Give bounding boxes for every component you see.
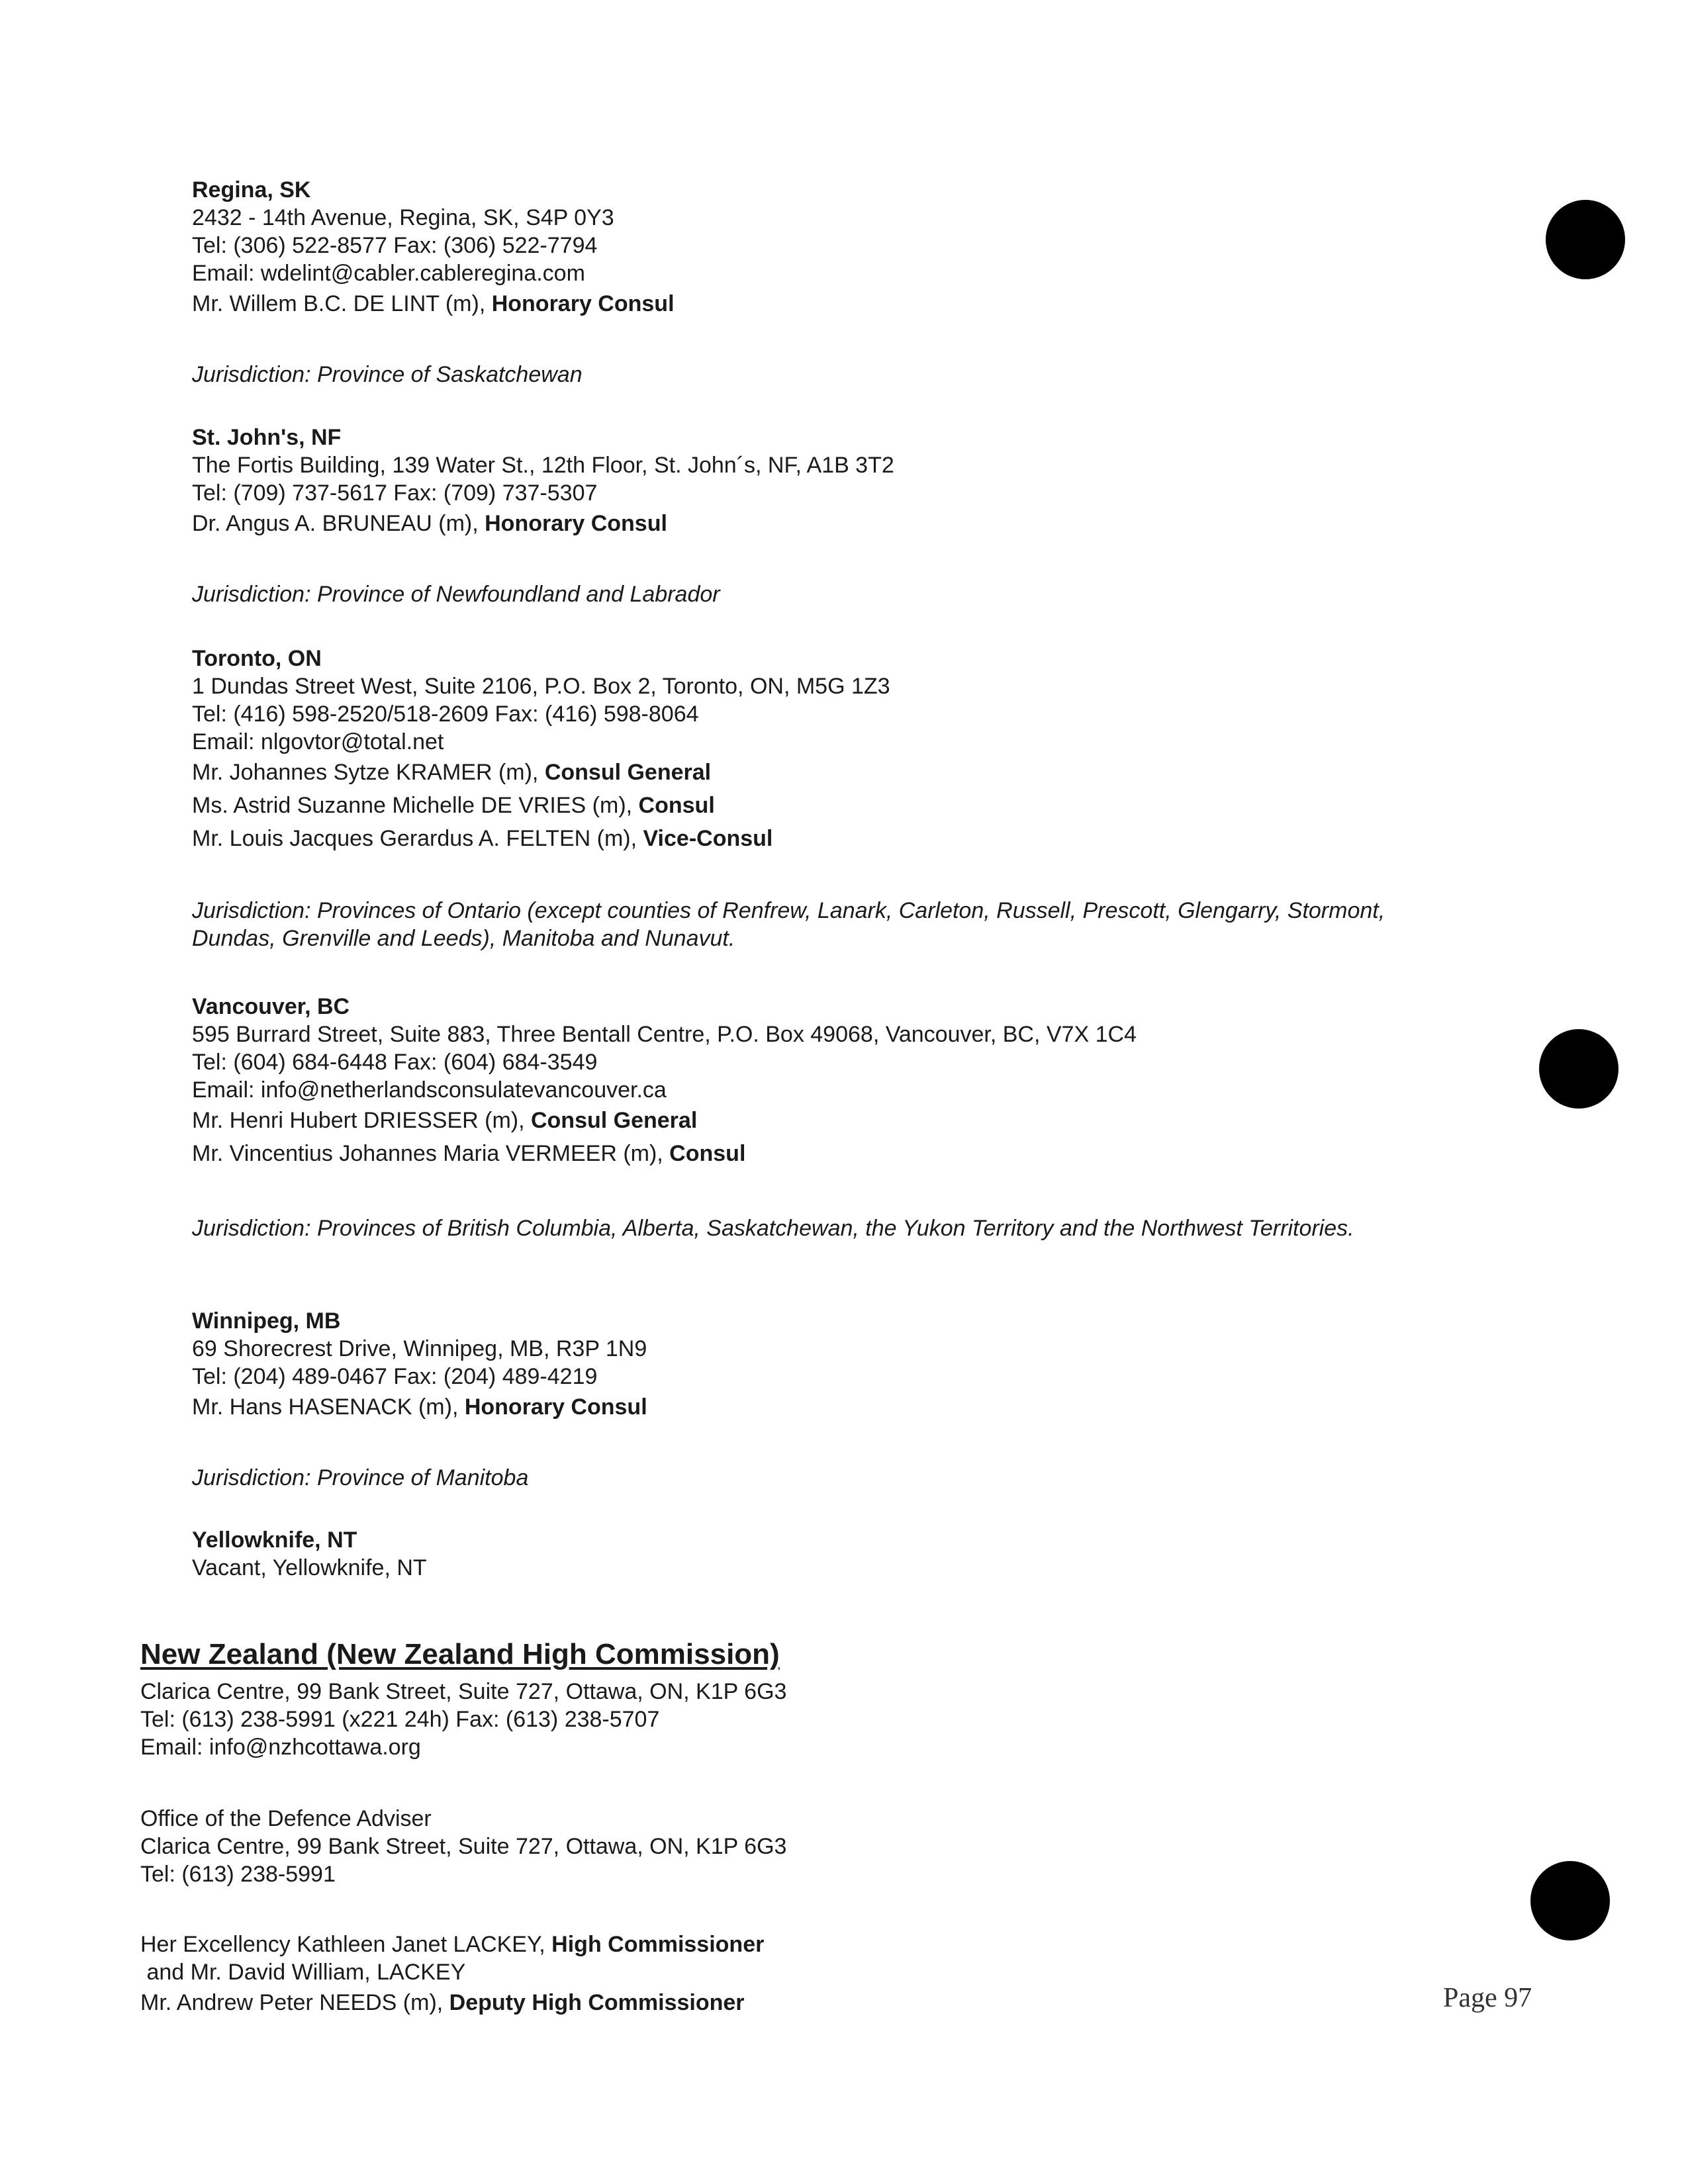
spouse-line: and Mr. David William, LACKEY [140, 1960, 466, 1985]
phone-line: Tel: (604) 684-6448 Fax: (604) 684-3549 [192, 1050, 598, 1075]
phone-line: Tel: (613) 238-5991 [140, 1862, 336, 1887]
binder-hole [1539, 1029, 1618, 1109]
consulate-yellowknife [192, 1526, 427, 1582]
person-line [192, 789, 890, 822]
person-name: Her Excellency Kathleen Janet LACKEY, [140, 1932, 552, 1957]
email-line: Email: info@netherlandsconsulatevancouver.ca [192, 1077, 667, 1103]
person-name: Mr. Henri Hubert DRIESSER (m), [192, 1108, 531, 1133]
city-heading: Yellowknife, NT [192, 1527, 357, 1553]
person-line [140, 1986, 764, 2019]
phone-line: Tel: (709) 737-5617 Fax: (709) 737-5307 [192, 480, 598, 506]
person-line [192, 1137, 1137, 1170]
binder-hole [1530, 1861, 1610, 1940]
city-heading: St. John's, NF [192, 425, 342, 450]
phone-line: Tel: (204) 489-0467 Fax: (204) 489-4219 [192, 1364, 598, 1389]
person-name: Mr. Willem B.C. DE LINT (m), [192, 291, 492, 316]
person-line [192, 756, 890, 789]
person-role: Deputy High Commissioner [449, 1990, 745, 2015]
person-line [140, 1931, 764, 1958]
email-line: Email: wdelint@cabler.cableregina.com [192, 261, 585, 286]
jurisdiction-winnipeg: Jurisdiction: Province of Manitoba [192, 1465, 529, 1490]
phone-line: Tel: (416) 598-2520/518-2609 Fax: (416) 598-8064 [192, 702, 699, 727]
person-role: Honorary Consul [491, 291, 675, 316]
address-line: Clarica Centre, 99 Bank Street, Suite 727, Ottawa, ON, K1P 6G3 [140, 1834, 787, 1859]
person-name: Mr. Andrew Peter NEEDS (m), [140, 1990, 449, 2015]
person-role: Consul [638, 793, 715, 818]
city-heading: Toronto, ON [192, 646, 322, 671]
person-role: Consul General [530, 1108, 698, 1133]
person-name: Dr. Angus A. BRUNEAU (m), [192, 511, 485, 536]
consulate-winnipeg [192, 1307, 647, 1424]
person-line [192, 507, 894, 540]
jurisdiction-line: Jurisdiction: Provinces of Ontario (except counties of Renfrew, Lanark, Carleton, Russell, Prescott, Glengarry, Stormont, [192, 898, 1385, 923]
address-line: 595 Burrard Street, Suite 883, Three Bentall Centre, P.O. Box 49068, Vancouver, BC, V7X 1C4 [192, 1022, 1137, 1047]
office-title: Office of the Defence Adviser [140, 1806, 432, 1831]
jurisdiction-regina: Jurisdiction: Province of Saskatchewan [192, 362, 583, 387]
address-line: Vacant, Yellowknife, NT [192, 1555, 427, 1580]
person-role: Honorary Consul [485, 511, 667, 536]
city-heading: Winnipeg, MB [192, 1308, 341, 1334]
city-heading: Regina, SK [192, 177, 311, 203]
person-line [192, 287, 675, 320]
consulate-st-johns [192, 424, 894, 540]
new-zealand-contact [140, 1678, 786, 1761]
person-role: High Commissioner [551, 1932, 765, 1957]
consulate-vancouver [192, 993, 1137, 1170]
jurisdiction-vancouver: Jurisdiction: Provinces of British Columbia, Alberta, Saskatchewan, the Yukon Territory and the Northwest Territories. [192, 1216, 1354, 1241]
person-line [192, 1390, 647, 1424]
person-name: Mr. Hans HASENACK (m), [192, 1394, 465, 1420]
jurisdiction-line: Dundas, Grenville and Leeds), Manitoba and Nunavut. [192, 926, 735, 951]
address-line: 1 Dundas Street West, Suite 2106, P.O. Box 2, Toronto, ON, M5G 1Z3 [192, 674, 890, 699]
person-line [192, 822, 890, 855]
binder-hole [1546, 200, 1625, 279]
person-role: Vice-Consul [643, 826, 773, 851]
person-role: Honorary Consul [464, 1394, 647, 1420]
email-line: Email: nlgovtor@total.net [192, 729, 444, 754]
jurisdiction-st-johns: Jurisdiction: Province of Newfoundland and Labrador [192, 582, 720, 607]
person-name: Mr. Louis Jacques Gerardus A. FELTEN (m), [192, 826, 643, 851]
country-heading: New Zealand (New Zealand High Commission) [140, 1638, 780, 1670]
person-name: Mr. Johannes Sytze KRAMER (m), [192, 760, 545, 785]
phone-line: Tel: (613) 238-5991 (x221 24h) Fax: (613) 238-5707 [140, 1707, 660, 1732]
address-line: 2432 - 14th Avenue, Regina, SK, S4P 0Y3 [192, 205, 614, 230]
new-zealand-staff [140, 1931, 764, 2019]
person-name: Mr. Vincentius Johannes Maria VERMEER (m), [192, 1141, 670, 1166]
address-line: 69 Shorecrest Drive, Winnipeg, MB, R3P 1N9 [192, 1336, 647, 1361]
person-role: Consul General [544, 760, 712, 785]
email-line: Email: info@nzhcottawa.org [140, 1735, 421, 1760]
defence-office [140, 1805, 786, 1888]
jurisdiction-toronto [192, 897, 1385, 952]
address-line: The Fortis Building, 139 Water St., 12th Floor, St. John´s, NF, A1B 3T2 [192, 453, 894, 478]
person-line [192, 1104, 1137, 1137]
address-line: Clarica Centre, 99 Bank Street, Suite 727, Ottawa, ON, K1P 6G3 [140, 1679, 787, 1704]
page-number: Page 97 [1443, 1983, 1532, 2013]
phone-line: Tel: (306) 522-8577 Fax: (306) 522-7794 [192, 233, 598, 258]
person-role: Consul [669, 1141, 746, 1166]
person-name: Ms. Astrid Suzanne Michelle DE VRIES (m), [192, 793, 639, 818]
consulate-regina [192, 176, 675, 320]
city-heading: Vancouver, BC [192, 994, 350, 1019]
consulate-toronto [192, 645, 890, 855]
